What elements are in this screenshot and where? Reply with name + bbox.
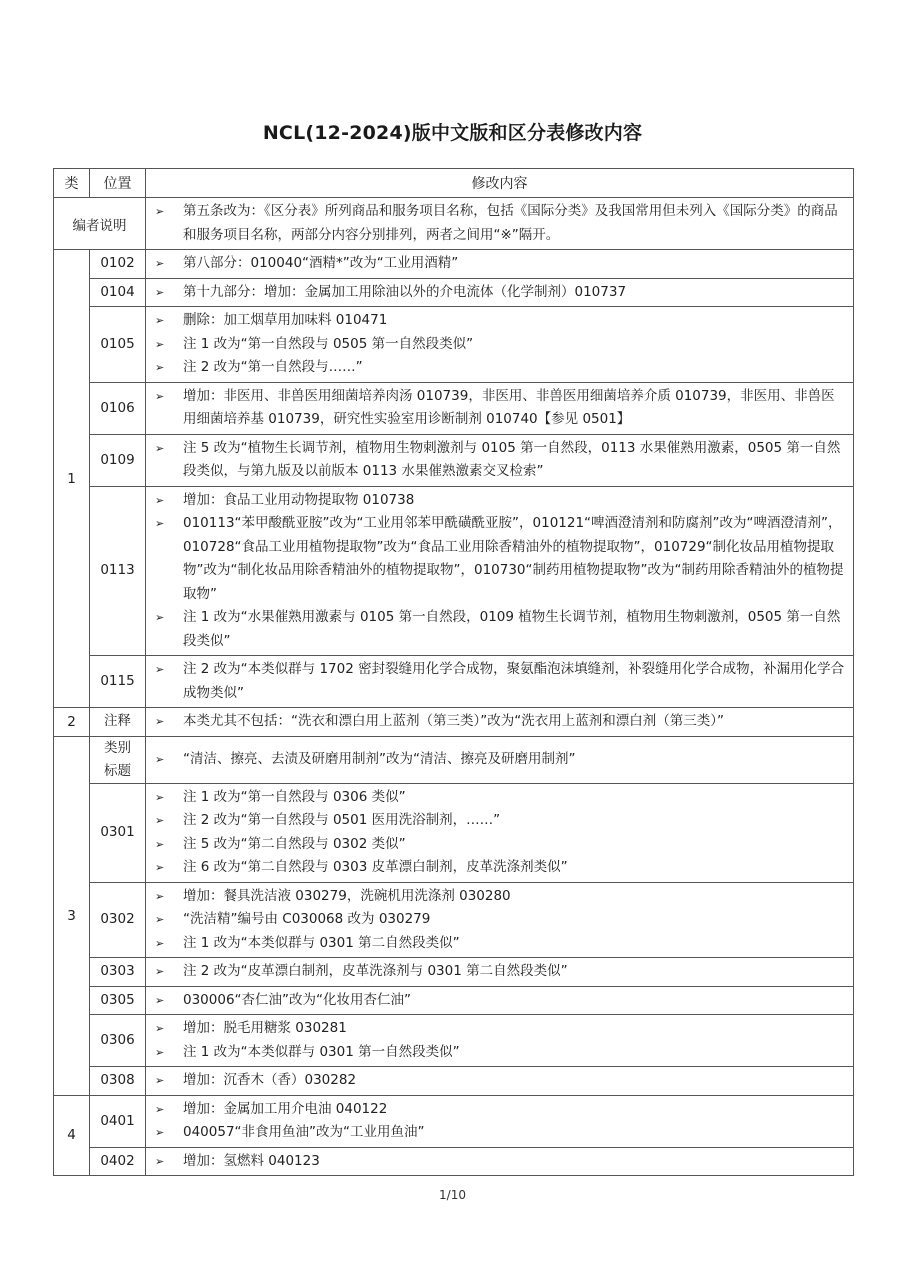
header-position: 位置 — [90, 169, 146, 198]
arrow-bullet-icon: ➢ — [155, 993, 165, 1007]
cell-content — [146, 198, 854, 250]
cell-position: 0102 — [90, 250, 146, 279]
modification-text: 注 1 改为“本类似群与 0301 第二自然段类似” — [183, 934, 460, 951]
modification-item — [155, 960, 845, 984]
modification-item — [155, 748, 845, 772]
cell-position: 0305 — [90, 986, 146, 1015]
arrow-bullet-icon: ➢ — [155, 1154, 165, 1168]
table-row — [54, 986, 854, 1015]
modification-text: 第八部分：010040“酒精*”改为“工业用酒精” — [183, 255, 459, 271]
arrow-bullet-icon: ➢ — [155, 441, 165, 455]
arrow-bullet-icon: ➢ — [155, 936, 165, 950]
cell-position: 0308 — [90, 1067, 146, 1096]
modification-item — [155, 437, 845, 484]
modification-item — [155, 200, 845, 247]
page-title: NCL(12-2024)版中文版和区分表修改内容 — [262, 122, 643, 144]
cell-class-1: 1 — [54, 250, 90, 708]
arrow-bullet-icon: ➢ — [155, 752, 165, 766]
modification-item — [155, 833, 845, 857]
table-row — [54, 958, 854, 987]
cell-content — [146, 307, 854, 383]
table-row — [54, 278, 854, 307]
modification-text: 第五条改为：《区分表》所列商品和服务项目名称，包括《国际分类》及我国常用但未列入《国际分类》的商品和服务项目名称，两部分内容分别排列，两者之间用“※”隔开。 — [183, 203, 838, 243]
page-number: 1/10 — [439, 1188, 466, 1202]
modification-item — [155, 786, 845, 810]
arrow-bullet-icon: ➢ — [155, 389, 165, 403]
modification-text: 增加：脱毛用糖浆 030281 — [183, 1020, 347, 1036]
cell-content — [146, 736, 854, 783]
modification-item — [155, 989, 845, 1013]
arrow-bullet-icon: ➢ — [155, 1074, 165, 1087]
cell-class-4: 4 — [54, 1095, 90, 1176]
table-row — [54, 656, 854, 708]
modification-item — [155, 309, 845, 333]
modification-item — [155, 856, 845, 880]
modification-text: 注 2 改为“第一自然段与……” — [183, 359, 363, 375]
modification-text: 注 2 改为“皮革漂白制剂，皮革洗涤剂与 0301 第二自然段类似” — [183, 963, 568, 979]
cell-position: 0105 — [90, 307, 146, 383]
table-row-editor-note — [54, 198, 854, 250]
cell-content — [146, 882, 854, 958]
cell-position: 类别标题 — [90, 736, 146, 783]
modification-item — [155, 1098, 845, 1122]
cell-content — [146, 1015, 854, 1067]
arrow-bullet-icon: ➢ — [155, 837, 165, 851]
modification-item — [155, 512, 845, 606]
cell-position: 0302 — [90, 882, 146, 958]
cell-position: 0113 — [90, 486, 146, 656]
arrow-bullet-icon: ➢ — [155, 1022, 165, 1035]
arrow-bullet-icon: ➢ — [155, 493, 165, 507]
cell-content — [146, 486, 854, 656]
cell-position: 0109 — [90, 434, 146, 486]
modification-text: “清洁、擦亮、去渍及研磨用制剂”改为“清洁、擦亮及研磨用制剂” — [183, 750, 576, 767]
table-row — [54, 1095, 854, 1147]
cell-content — [146, 434, 854, 486]
modification-item — [155, 1017, 845, 1041]
cell-editor-note: 编者说明 — [54, 198, 146, 250]
cell-position: 0303 — [90, 958, 146, 987]
table-row — [54, 736, 854, 783]
modification-text: 注 2 改为“第一自然段与 0501 医用洗浴制剂，……” — [183, 812, 501, 828]
cell-content — [146, 382, 854, 434]
arrow-bullet-icon: ➢ — [155, 715, 165, 728]
modification-item — [155, 658, 845, 705]
arrow-bullet-icon: ➢ — [155, 517, 165, 530]
cell-content — [146, 783, 854, 882]
modification-text: “洗洁精”编号由 C030068 改为 030279 — [183, 911, 431, 927]
modification-text: 注 6 改为“第二自然段与 0303 皮革漂白制剂，皮革洗涤剂类似” — [183, 859, 568, 875]
table-row — [54, 307, 854, 383]
modification-table — [53, 168, 854, 1176]
table-row — [54, 1147, 854, 1176]
arrow-bullet-icon: ➢ — [155, 205, 165, 218]
modification-text: 增加：金属加工用介电油 040122 — [183, 1100, 388, 1117]
header-content: 修改内容 — [146, 169, 854, 198]
modification-text: 010113“苯甲酸酰亚胺”改为“工业用邻苯甲酰磺酰亚胺”，010121“啤酒澄清剂和防腐剂”改为“啤酒澄清剂”，010728“食品工业用植物提取物”改为“食品工业用除香精油外的植物提取物”，010729“制化妆品用植物提取物”改为“制化妆品用除香精油外的植物提取物”，010730“制药用植物提取物”改为“制药用除香精油外的植物提取物” — [183, 515, 844, 602]
modification-text: 注 2 改为“本类似群与 1702 密封裂缝用化学合成物，聚氨酯泡沫填缝剂，补裂缝用化学合成物，补漏用化学合成物类似” — [183, 661, 845, 701]
table-header-row — [54, 169, 854, 198]
arrow-bullet-icon: ➢ — [155, 1126, 165, 1139]
modification-item — [155, 932, 845, 956]
modification-text: 040057“非食用鱼油”改为“工业用鱼油” — [183, 1124, 425, 1140]
modification-text: 注 5 改为“第二自然段与 0302 类似” — [183, 835, 406, 852]
modification-text: 注 1 改为“第一自然段与 0306 类似” — [183, 788, 406, 805]
arrow-bullet-icon: ➢ — [155, 314, 165, 327]
cell-content — [146, 958, 854, 987]
arrow-bullet-icon: ➢ — [155, 861, 165, 874]
modification-item — [155, 1041, 845, 1065]
cell-position: 0402 — [90, 1147, 146, 1176]
table-row — [54, 708, 854, 737]
table-row — [54, 1015, 854, 1067]
arrow-bullet-icon: ➢ — [155, 965, 165, 978]
cell-position: 注释 — [90, 708, 146, 737]
arrow-bullet-icon: ➢ — [155, 814, 165, 827]
cell-content — [146, 708, 854, 737]
modification-text: 删除：加工烟草用加味料 010471 — [183, 312, 388, 328]
modification-text: 注 1 改为“本类似群与 0301 第一自然段类似” — [183, 1043, 460, 1060]
arrow-bullet-icon: ➢ — [155, 663, 165, 676]
modification-item — [155, 1150, 845, 1174]
modification-text: 增加：食品工业用动物提取物 010738 — [183, 491, 415, 508]
arrow-bullet-icon: ➢ — [155, 1045, 165, 1059]
cell-content — [146, 1147, 854, 1176]
table-row — [54, 382, 854, 434]
modification-item — [155, 606, 845, 653]
table-row — [54, 1067, 854, 1096]
modification-item — [155, 356, 845, 380]
modification-item — [155, 1069, 845, 1093]
modification-item — [155, 385, 845, 432]
modification-text: 本类尤其不包括：“洗衣和漂白用上蓝剂（第三类）”改为“洗衣用上蓝剂和漂白剂（第三类）” — [183, 713, 724, 729]
header-class: 类 — [54, 169, 90, 198]
modification-item — [155, 710, 845, 734]
modification-text: 注 1 改为“第一自然段与 0505 第一自然段类似” — [183, 335, 474, 352]
modification-item — [155, 809, 845, 833]
modification-text: 注 1 改为“水果催熟用激素与 0105 第一自然段，0109 植物生长调节剂，植物用生物刺激剂，0505 第一自然段类似” — [183, 609, 841, 649]
modification-item — [155, 489, 845, 513]
modification-text: 第十九部分：增加：金属加工用除油以外的介电流体（化学制剂）010737 — [183, 283, 627, 300]
cell-position: 0401 — [90, 1095, 146, 1147]
modification-item — [155, 885, 845, 909]
modification-text: 注 5 改为“植物生长调节剂，植物用生物刺激剂与 0105 第一自然段，0113 水果催熟用激素，0505 第一自然段类似，与第九版及以前版本 0113 水果催熟激素交叉检索” — [183, 439, 841, 479]
cell-position: 0301 — [90, 783, 146, 882]
cell-position: 0306 — [90, 1015, 146, 1067]
modification-text: 增加：氢燃料 040123 — [183, 1152, 320, 1169]
modification-text: 增加：非医用、非兽医用细菌培养肉汤 010739，非医用、非兽医用细菌培养介质 010739，非医用、非兽医用细菌培养基 010739，研究性实验室用诊断制剂 010740【参见 0501】 — [183, 387, 835, 427]
arrow-bullet-icon: ➢ — [155, 889, 165, 903]
table-row — [54, 882, 854, 958]
cell-class-2: 2 — [54, 708, 90, 737]
modification-item — [155, 1121, 845, 1145]
modification-item — [155, 252, 845, 276]
cell-position: 0104 — [90, 278, 146, 307]
arrow-bullet-icon: ➢ — [155, 1102, 165, 1116]
arrow-bullet-icon: ➢ — [155, 361, 165, 374]
cell-content — [146, 986, 854, 1015]
modification-item — [155, 333, 845, 357]
cell-content — [146, 278, 854, 307]
table-row — [54, 250, 854, 279]
cell-content — [146, 1095, 854, 1147]
cell-content — [146, 656, 854, 708]
table-row — [54, 434, 854, 486]
cell-position: 0106 — [90, 382, 146, 434]
arrow-bullet-icon: ➢ — [155, 790, 165, 804]
arrow-bullet-icon: ➢ — [155, 257, 165, 270]
arrow-bullet-icon: ➢ — [155, 337, 165, 351]
modification-text: 增加：沉香木（香）030282 — [183, 1072, 357, 1088]
cell-content — [146, 1067, 854, 1096]
cell-class-3: 3 — [54, 736, 90, 1095]
cell-position: 0115 — [90, 656, 146, 708]
table-row — [54, 486, 854, 656]
modification-text: 030006“杏仁油”改为“化妆用杏仁油” — [183, 991, 412, 1008]
cell-content — [146, 250, 854, 279]
modification-item — [155, 908, 845, 932]
modification-item — [155, 281, 845, 305]
arrow-bullet-icon: ➢ — [155, 285, 165, 299]
arrow-bullet-icon: ➢ — [155, 913, 165, 926]
modification-text: 增加：餐具洗洁液 030279，洗碗机用洗涤剂 030280 — [183, 887, 511, 904]
arrow-bullet-icon: ➢ — [155, 611, 165, 624]
table-row — [54, 783, 854, 882]
